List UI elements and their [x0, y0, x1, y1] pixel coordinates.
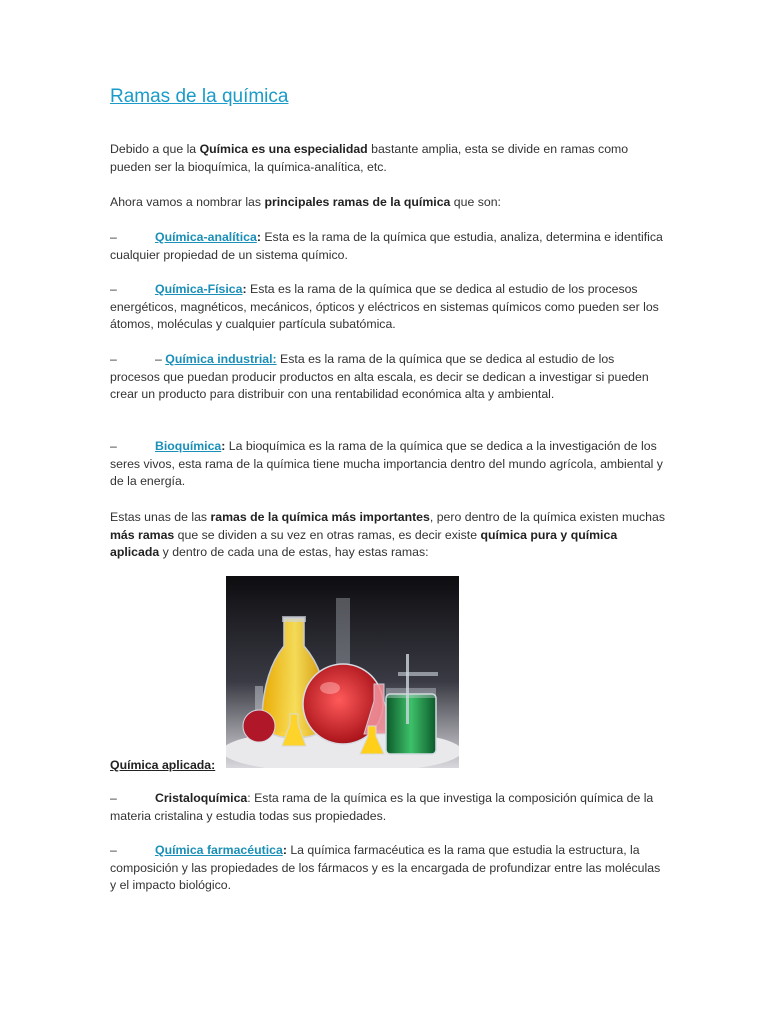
- item-text: Esta es la rama de la química que se dedica al estudio de los procesos energéticos, magnéticos, mecánicos, ópticos y eléctricos en sistemas químicos como pueden ser los átomos, moléculas y cualquier partícula subatómica.: [110, 282, 659, 332]
- item-text: La bioquímica es la rama de la química que se dedica a la investigación de los seres vivos, esta rama de la química tiene mucha importancia dentro del mundo agrícola, ambiental y de la energía.: [110, 439, 663, 489]
- extra-dash: –: [155, 352, 166, 366]
- section-heading: [110, 757, 665, 775]
- intro-text-a: Debido a que la: [110, 142, 200, 156]
- intro-paragraph: [110, 141, 665, 176]
- dash-marker: –: [110, 439, 117, 453]
- link-quimica-farmaceutica[interactable]: Química farmacéutica: [155, 843, 283, 857]
- dash-marker: –: [110, 282, 117, 296]
- summary-text: que se dividen a su vez en otras ramas, es decir existe: [174, 527, 481, 542]
- summary-bold: más ramas: [110, 527, 175, 542]
- list-item: [110, 351, 665, 404]
- intro2-text-c: que son:: [450, 195, 501, 209]
- dash-marker: –: [110, 230, 117, 244]
- intro2-text-a: Ahora vamos a nombrar las: [110, 195, 265, 209]
- item-text: Esta es la rama de la química que se dedica al estudio de los procesos que puedan producir productos en alta escala, es decir se dedican a investigar si pueden crear un producto para distribuir con una rentabilidad económica alta y ambiental.: [110, 352, 649, 402]
- list-item: [110, 438, 665, 491]
- list-item: [110, 229, 665, 264]
- intro2-bold: principales ramas de la química: [264, 195, 451, 209]
- intro2-paragraph: [110, 194, 665, 212]
- item-text: : Esta rama de la química es la que investiga la composición química de la materia cristalina y estudia todas sus propiedades.: [110, 791, 654, 823]
- link-quimica-fisica[interactable]: Química-Física: [155, 282, 243, 296]
- item-separator: :: [282, 843, 287, 857]
- intro-bold: Química es una especialidad: [199, 142, 368, 156]
- intro-text-c: bastante amplia, esta se divide en ramas como pueden ser la bioquímica, la química-analítica, etc.: [110, 142, 629, 174]
- summary-paragraph: [110, 509, 665, 562]
- laboratory-glassware-image: [226, 576, 459, 768]
- link-quimica-industrial[interactable]: Química industrial:: [165, 352, 277, 366]
- item-separator: :: [242, 282, 247, 296]
- applied-heading: Química aplicada:: [110, 758, 216, 772]
- summary-bold: ramas de la química más importantes: [210, 510, 430, 524]
- list-item: [110, 281, 665, 334]
- dash-marker: –: [110, 843, 117, 857]
- summary-bold: química pura y química aplicada: [110, 527, 618, 560]
- item-text: Esta es la rama de la química que estudia, analiza, determina e identifica cualquier propiedad de un sistema químico.: [110, 230, 663, 262]
- item-text: La química farmacéutica es la rama que estudia la estructura, la composición y las propiedades de los fármacos y es la encargada de profundizar entre las moléculas y el impacto biológico.: [110, 843, 661, 893]
- link-quimica-analitica[interactable]: Química-analítica: [155, 230, 257, 244]
- list-item: [110, 842, 665, 895]
- cristaloquimica-label: Cristaloquímica: [155, 791, 248, 805]
- item-separator: :: [256, 230, 261, 244]
- dash-marker: –: [110, 791, 117, 805]
- summary-text: , pero dentro de la química existen muchas: [429, 510, 666, 524]
- item-separator: :: [221, 439, 226, 453]
- summary-text: Estas unas de las: [110, 510, 211, 524]
- dash-marker: –: [110, 352, 117, 366]
- list-item: [110, 790, 665, 825]
- summary-text: y dentro de cada una de estas, hay estas ramas:: [159, 545, 429, 560]
- page-title[interactable]: Ramas de la química: [110, 86, 289, 107]
- link-bioquimica[interactable]: Bioquímica: [155, 439, 222, 453]
